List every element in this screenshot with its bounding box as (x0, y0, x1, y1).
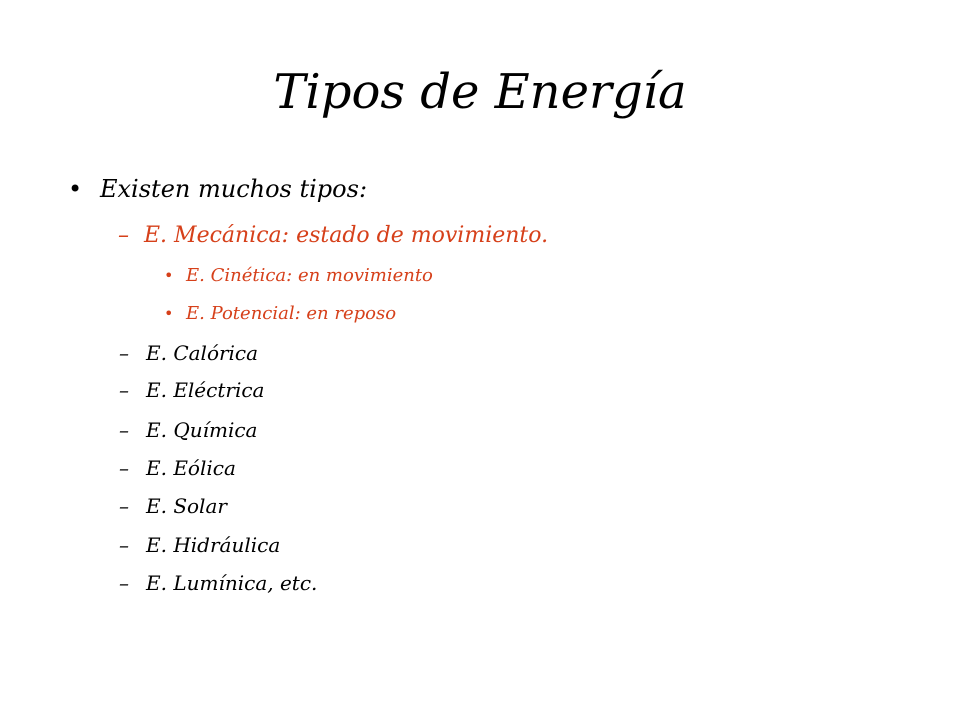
bullet-marker: • (164, 266, 174, 285)
sub-item-solar-text: E. Solar (146, 494, 227, 518)
sub-item-caloric-text: E. Calórica (146, 341, 259, 365)
sub-sub-item-potential (164, 302, 397, 326)
dash-marker: – (119, 341, 129, 365)
dash-marker: – (119, 533, 129, 557)
sub-item-solar (119, 493, 227, 519)
dash-marker: – (119, 494, 129, 518)
dash-marker: – (119, 571, 129, 595)
bullet-marker: • (68, 175, 83, 203)
dash-marker: – (118, 223, 129, 248)
sub-item-hydraulic (119, 532, 281, 558)
bullet-marker: • (164, 304, 174, 323)
slide-title: Tipos de Energía (273, 64, 687, 120)
sub-item-chemical-text: E. Química (146, 418, 258, 442)
bullet-intro-text: Existen muchos tipos: (100, 175, 368, 203)
sub-item-chemical (119, 417, 258, 443)
sub-item-wind (119, 455, 236, 481)
sub-item-caloric (119, 340, 259, 366)
sub-item-mechanical (118, 222, 549, 250)
sub-sub-item-kinetic (164, 264, 433, 288)
sub-item-electric-text: E. Eléctrica (146, 378, 265, 402)
sub-item-electric (119, 377, 265, 403)
sub-item-luminous-text: E. Lumínica, etc. (146, 571, 318, 595)
sub-item-hydraulic-text: E. Hidráulica (146, 533, 281, 557)
dash-marker: – (119, 418, 129, 442)
bullet-intro (68, 174, 368, 204)
sub-item-luminous (119, 570, 318, 596)
dash-marker: – (119, 456, 129, 480)
sub-sub-item-potential-text: E. Potencial: en reposo (186, 303, 397, 324)
sub-item-wind-text: E. Eólica (146, 456, 236, 480)
sub-item-mechanical-text: E. Mecánica: estado de movimiento. (144, 223, 549, 248)
dash-marker: – (119, 378, 129, 402)
sub-sub-item-kinetic-text: E. Cinética: en movimiento (186, 265, 433, 286)
